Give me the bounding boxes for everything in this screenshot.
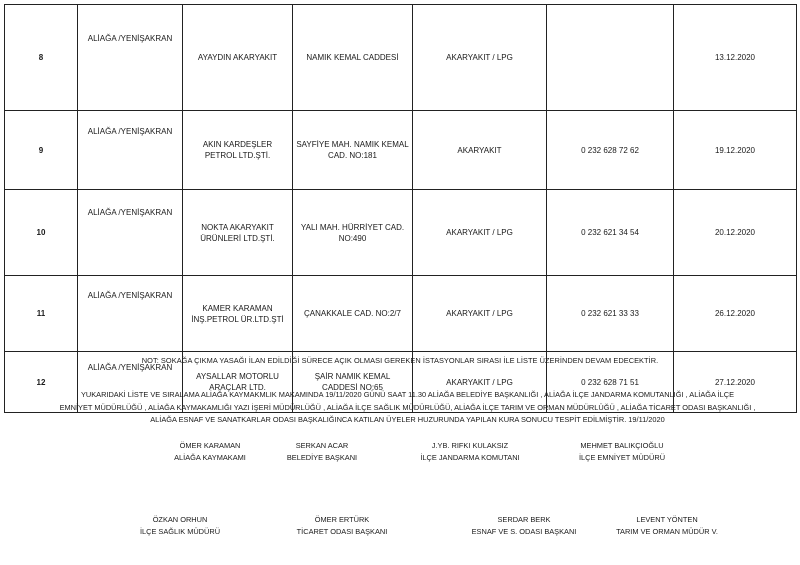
- fuel-station-duty-table: [4, 4, 797, 413]
- table-row: [5, 111, 797, 190]
- signatory-mayor: [262, 440, 382, 464]
- signatory-name: ÖMER KARAMAN: [179, 441, 241, 450]
- signatory-police: [552, 440, 692, 464]
- district-cell: ALİAĞA /YENİŞAKRAN: [78, 352, 183, 413]
- district-cell: ALİAĞA /YENİŞAKRAN: [78, 111, 183, 190]
- table-row: [5, 5, 797, 111]
- signatory-name: ÖMER ERTÜRK: [314, 515, 370, 524]
- signatory-name: SERDAR BERK: [497, 515, 551, 524]
- row-number: 11: [5, 276, 78, 352]
- signatory-name: SERKAN ACAR: [295, 441, 349, 450]
- phone-cell: 0 232 621 33 33: [547, 276, 674, 352]
- signatory-tradesmen-chamber: [454, 514, 594, 538]
- statement-line: EMNİYET MÜDÜRLÜĞÜ , ALİAĞA KAYMAKAMLIĞI YAZI İŞERİ MÜDÜRLÜĞÜ , ALİAĞA İLÇE SAĞLIK MÜDÜRLÜĞÜ, ALİAĞA İLÇE TARIM VE ORMAN MÜDÜRLÜĞÜ , ALİAĞA TİCARET ODASI BAŞKANLIĞI ,: [59, 402, 756, 412]
- phone-cell: 0 232 628 71 51: [547, 352, 674, 413]
- signatory-title: BELEDİYE BAŞKANI: [286, 453, 358, 462]
- fuel-type-cell: AKARYAKIT: [413, 111, 547, 190]
- duty-date-cell: 20.12.2020: [674, 190, 797, 276]
- fuel-type-cell: AKARYAKIT / LPG: [413, 190, 547, 276]
- signatory-name: LEVENT YÖNTEN: [636, 515, 698, 524]
- phone-cell: 0 232 628 72 62: [547, 111, 674, 190]
- station-name-cell: KAMER KARAMAN İNŞ.PETROL ÜR.LTD.ŞTİ: [183, 276, 293, 352]
- note-text: NOT: SOKAĞA ÇIKMA YASAĞI İLAN EDİLDİĞİ SÜRECE AÇIK OLMASI GEREKEN İSTASYONLAR SIRASI İLE LİSTE ÜZERİNDEN DEVAM EDECEKTİR.: [141, 356, 659, 365]
- duty-date-cell: 26.12.2020: [674, 276, 797, 352]
- phone-cell: 0 232 621 34 54: [547, 190, 674, 276]
- signatory-district-governor: [140, 440, 280, 464]
- row-number: 9: [5, 111, 78, 190]
- station-name-cell: NOKTA AKARYAKIT ÜRÜNLERİ LTD.ŞTİ.: [183, 190, 293, 276]
- signatory-health: [110, 514, 250, 538]
- signatory-title: ESNAF VE S. ODASI BAŞKANI: [471, 527, 577, 536]
- table-row: [5, 190, 797, 276]
- row-number: 8: [5, 5, 78, 111]
- fuel-type-cell: AKARYAKIT / LPG: [413, 5, 547, 111]
- signatory-title: İLÇE JANDARMA KOMUTANI: [420, 453, 520, 462]
- address-cell: NAMIK KEMAL CADDESİ: [293, 5, 413, 111]
- address-cell: ŞAİR NAMIK KEMAL CADDESİ NO:65: [293, 352, 413, 413]
- statement-line: ALİAĞA ESNAF VE SANATKARLAR ODASI BAŞKALIĞINCA KATILAN ÜYELER HUZURUNDA YAPILAN KURA SONUCU TESPİT EDİLMİŞTİR. 19/11/2020: [150, 415, 665, 424]
- district-cell: ALİAĞA /YENİŞAKRAN: [78, 5, 183, 111]
- fuel-type-cell: AKARYAKIT / LPG: [413, 276, 547, 352]
- lottery-statement: [40, 389, 775, 427]
- phone-cell: [547, 5, 674, 111]
- signatory-title: İLÇE EMNİYET MÜDÜRÜ: [578, 453, 666, 462]
- row-number: 10: [5, 190, 78, 276]
- station-name-cell: AKIN KARDEŞLER PETROL LTD.ŞTİ.: [183, 111, 293, 190]
- district-cell: ALİAĞA /YENİŞAKRAN: [78, 190, 183, 276]
- signatory-title: İLÇE SAĞLIK MÜDÜRÜ: [139, 527, 221, 536]
- table-row: [5, 276, 797, 352]
- signatory-title: TARIM VE ORMAN MÜDÜR V.: [616, 527, 718, 536]
- signatory-name: MEHMET BALIKÇIOĞLU: [580, 441, 664, 450]
- duty-date-cell: 27.12.2020: [674, 352, 797, 413]
- signatory-name: ÖZKAN ORHUN: [152, 515, 208, 524]
- signatory-chamber-of-commerce: [272, 514, 412, 538]
- signatory-name: J.YB. RIFKI KULAKSIZ: [431, 441, 509, 450]
- district-cell: ALİAĞA /YENİŞAKRAN: [78, 276, 183, 352]
- duty-date-cell: 13.12.2020: [674, 5, 797, 111]
- row-number: 12: [5, 352, 78, 413]
- signatory-gendarmerie: [400, 440, 540, 464]
- address-cell: ÇANAKKALE CAD. NO:2/7: [293, 276, 413, 352]
- statement-line: YUKARIDAKİ LİSTE VE SIRALAMA ALİAĞA KAYMAKMLIK MAKAMINDA 19/11/2020 GÜNÜ SAAT 11.30 ALİAĞA BELEDİYE BAŞKANLIĞI , ALİAĞA İLÇE JANDARMA KOMUTANLIĞI , ALİAĞA İLÇE: [80, 390, 735, 399]
- signatory-agriculture: [592, 514, 742, 538]
- station-name-cell: AYSALLAR MOTORLU ARAÇLAR LTD.: [183, 352, 293, 413]
- signatory-title: ALİAĞA KAYMAKAMI: [174, 453, 246, 462]
- station-name-cell: AYAYDIN AKARYAKIT: [183, 5, 293, 111]
- signatory-title: TİCARET ODASI BAŞKANI: [296, 527, 388, 536]
- duty-date-cell: 19.12.2020: [674, 111, 797, 190]
- address-cell: YALI MAH. HÜRRİYET CAD. NO:490: [293, 190, 413, 276]
- address-cell: SAYFİYE MAH. NAMIK KEMAL CAD. NO:181: [293, 111, 413, 190]
- fuel-type-cell: AKARYAKIT / LPG: [413, 352, 547, 413]
